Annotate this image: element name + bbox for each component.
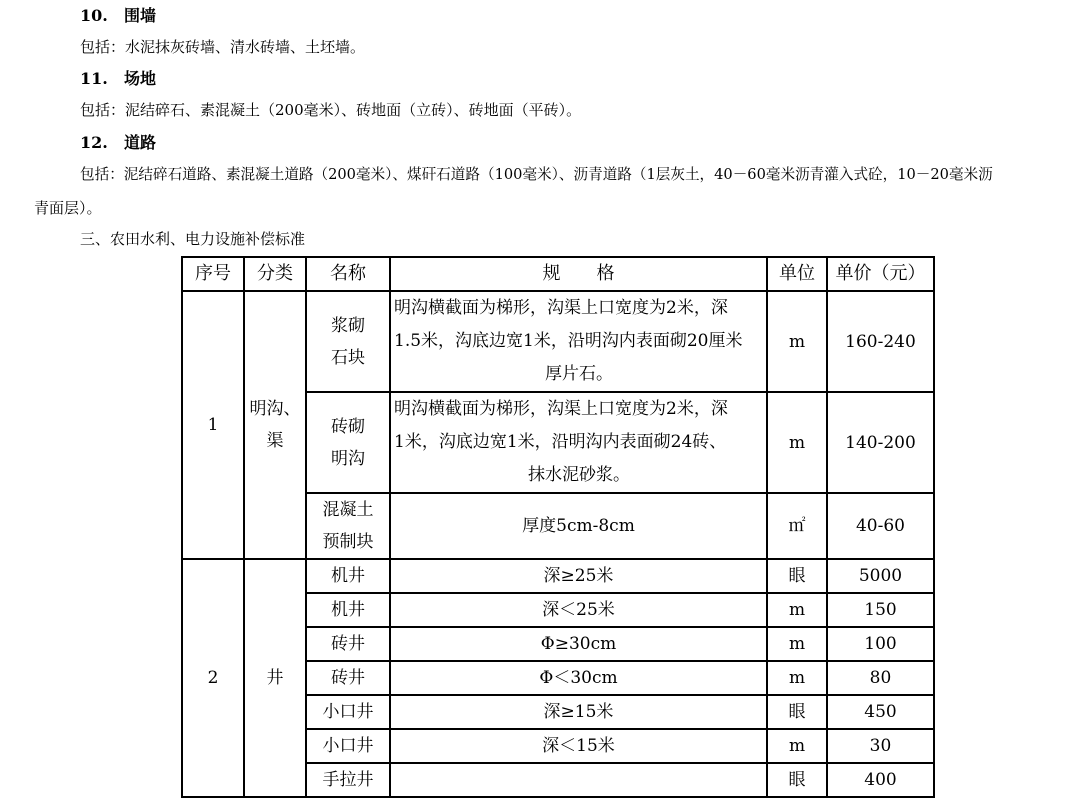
cell-price: 160-240	[827, 291, 934, 392]
cell-name	[306, 392, 390, 493]
category-line: 明沟、	[249, 399, 301, 419]
header-spec: 规 格	[390, 257, 767, 291]
cell-name: 小口井	[306, 695, 390, 729]
cell-category: 井	[244, 559, 306, 797]
cell-unit: m	[767, 627, 827, 661]
category-line: 渠	[266, 431, 284, 451]
header-seq: 序号	[182, 257, 244, 291]
compensation-table	[181, 256, 935, 798]
cell-name: 砖井	[306, 627, 390, 661]
section-title: 围墙	[124, 6, 157, 25]
spec-line: 明沟横截面为梯形，沟渠上口宽度为2米，深	[394, 298, 728, 318]
section-title: 场地	[124, 69, 157, 88]
cell-spec: 厚度5cm-8cm	[390, 493, 767, 559]
cell-spec	[390, 763, 767, 797]
cell-spec	[390, 392, 767, 493]
section-heading-11	[80, 69, 156, 89]
table-row	[182, 291, 934, 392]
spec-line: 1.5米，沟底边宽1米，沿明沟内表面砌20厘米	[394, 331, 743, 351]
cell-unit: m	[767, 593, 827, 627]
name-line: 混凝土	[322, 500, 374, 520]
cell-unit: 眼	[767, 695, 827, 729]
table-header-row	[182, 257, 934, 291]
section-description-11: 包括：泥结碎石、素混凝土（200毫米）、砖地面（立砖）、砖地面（平砖）。	[80, 101, 582, 119]
header-name: 名称	[306, 257, 390, 291]
table-row	[182, 559, 934, 593]
cell-name: 砖井	[306, 661, 390, 695]
cell-unit: m	[767, 661, 827, 695]
cell-price: 40-60	[827, 493, 934, 559]
header-category: 分类	[244, 257, 306, 291]
cell-name	[306, 291, 390, 392]
cell-unit: 眼	[767, 559, 827, 593]
cell-unit: m	[767, 729, 827, 763]
cell-unit: ㎡	[767, 493, 827, 559]
cell-unit: m	[767, 291, 827, 392]
section-description-12-line2: 青面层）。	[34, 199, 102, 217]
name-line: 砖砌	[331, 416, 365, 437]
section-heading-12	[80, 133, 156, 153]
cell-name: 手拉井	[306, 763, 390, 797]
spec-line: 抹水泥砂浆。	[528, 465, 630, 485]
cell-category	[244, 291, 306, 559]
cell-name: 机井	[306, 559, 390, 593]
cell-spec: Φ＜30cm	[390, 661, 767, 695]
cell-spec: Φ≥30cm	[390, 627, 767, 661]
spec-line: 明沟横截面为梯形，沟渠上口宽度为2米，深	[394, 399, 728, 419]
cell-spec	[390, 291, 767, 392]
name-line: 浆砌	[331, 315, 365, 336]
spec-line: 厚片石。	[545, 364, 613, 384]
name-line: 石块	[331, 347, 365, 368]
cell-spec: 深＜15米	[390, 729, 767, 763]
cell-seq: 1	[182, 291, 244, 559]
cell-price: 400	[827, 763, 934, 797]
cell-spec: 深≥25米	[390, 559, 767, 593]
table-title: 三、农田水利、电力设施补偿标准	[80, 230, 306, 248]
cell-unit: m	[767, 392, 827, 493]
cell-seq: 2	[182, 559, 244, 797]
cell-name: 小口井	[306, 729, 390, 763]
cell-price: 30	[827, 729, 934, 763]
section-heading-10	[80, 6, 156, 26]
cell-name: 机井	[306, 593, 390, 627]
cell-price: 450	[827, 695, 934, 729]
header-price: 单价（元）	[827, 257, 934, 291]
cell-price: 5000	[827, 559, 934, 593]
section-number: 12.	[80, 133, 108, 152]
section-description-12-line1: 包括：泥结碎石道路、素混凝土道路（200毫米）、煤矸石道路（100毫米）、沥青道路（1层灰土，40－60毫米沥青灌入式砼，10－20毫米沥	[80, 166, 993, 183]
header-unit: 单位	[767, 257, 827, 291]
section-title: 道路	[124, 133, 157, 152]
cell-price: 80	[827, 661, 934, 695]
spec-line: 1米，沟底边宽1米，沿明沟内表面砌24砖、	[394, 432, 727, 452]
cell-price: 140-200	[827, 392, 934, 493]
section-number: 11.	[80, 69, 108, 88]
section-description-10: 包括：水泥抹灰砖墙、清水砖墙、土坯墙。	[80, 38, 366, 56]
name-line: 预制块	[322, 532, 374, 552]
cell-price: 150	[827, 593, 934, 627]
cell-name	[306, 493, 390, 559]
cell-price: 100	[827, 627, 934, 661]
section-number: 10.	[80, 6, 108, 25]
cell-spec: 深＜25米	[390, 593, 767, 627]
name-line: 明沟	[331, 448, 365, 469]
cell-spec: 深≥15米	[390, 695, 767, 729]
cell-unit: 眼	[767, 763, 827, 797]
